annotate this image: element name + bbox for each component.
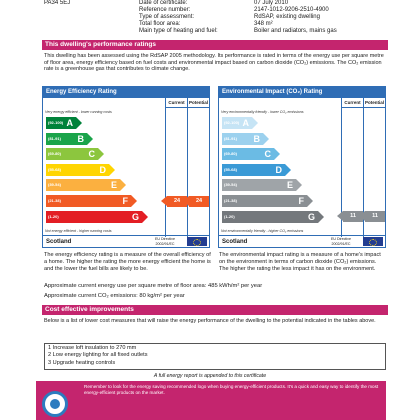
rating-band-d — [46, 164, 109, 176]
top-note: Very environmentally friendly - lower CO₂ emissions — [221, 110, 304, 114]
environmental-impact-panel — [218, 86, 386, 248]
current-column-header: Current — [341, 98, 363, 108]
band-letter: D — [275, 164, 282, 175]
band-point — [87, 133, 93, 145]
environmental-impact-grid — [219, 98, 385, 237]
rating-band-e — [46, 179, 120, 191]
list-item: 3 Upgrade heating controls — [48, 359, 116, 366]
rating-band-e — [222, 179, 296, 191]
fact-row — [139, 21, 384, 28]
band-range: (69-80) — [48, 151, 61, 157]
fact-label: Type of assessment: — [139, 14, 195, 20]
band-point — [98, 148, 104, 160]
bottom-note: Not energy efficient - higher running costs — [45, 229, 112, 233]
band-point — [142, 211, 148, 223]
eu-flag-icon — [363, 237, 383, 246]
environmental-impact-title: Environmental Impact (CO₂) Rating — [219, 87, 385, 98]
rating-band-c — [46, 148, 98, 160]
rating-band-c — [222, 148, 274, 160]
footer-region: Scotland — [46, 239, 72, 245]
fact-label: Total floor area: — [139, 21, 181, 27]
rating-band-f — [46, 195, 131, 207]
fact-row — [139, 14, 384, 21]
band-range: (81-91) — [224, 135, 237, 141]
band-range: (1-20) — [224, 213, 235, 219]
fact-row — [139, 7, 384, 14]
fact-label: Main type of heating and fuel: — [139, 28, 218, 34]
band-range: (21-38) — [224, 198, 237, 203]
band-range: (92-100) — [224, 120, 240, 125]
band-point — [252, 117, 258, 129]
band-letter: D — [99, 164, 106, 175]
fact-label: Reference number: — [139, 7, 191, 13]
band-letter: B — [77, 133, 84, 144]
band-letter: E — [110, 180, 117, 191]
fact-value: Boiler and radiators, mains gas — [254, 28, 337, 34]
band-letter: C — [88, 149, 95, 160]
band-point — [296, 179, 302, 191]
potential-column-header: Potential — [187, 98, 209, 108]
band-range: (69-80) — [224, 151, 237, 157]
current-rating-arrow: 11 — [343, 211, 363, 222]
band-range: (55-68) — [48, 166, 61, 172]
certificate-facts — [139, 0, 384, 35]
band-range: (39-54) — [48, 182, 61, 188]
postcode: PA34 5EJ — [44, 0, 71, 6]
rating-band-g — [46, 211, 142, 223]
energy-saving-banner — [36, 381, 386, 420]
rating-band-d — [222, 164, 285, 176]
rating-band-b — [222, 133, 263, 145]
panel-footer — [43, 235, 209, 247]
fact-value: RdSAP, existing dwelling — [254, 14, 320, 20]
rating-band-g — [222, 211, 318, 223]
fact-value: 348 m² — [254, 21, 273, 27]
fact-value: 2147-1012-9206-2510-4900 — [254, 7, 329, 13]
co2-emissions-metric: Approximate current CO₂ emissions: 80 kg/m² per year — [44, 293, 185, 299]
band-letter: A — [242, 118, 249, 128]
band-point — [307, 195, 313, 207]
column-divider — [165, 108, 166, 237]
rating-band-b — [46, 133, 87, 145]
band-letter: A — [66, 118, 73, 128]
band-letter: C — [264, 149, 271, 160]
band-letter: G — [131, 211, 139, 222]
energy-use-metric: Approximate current energy use per square metre of floor area: 485 kWh/m² per year — [44, 283, 263, 289]
fact-row — [139, 0, 384, 7]
eu-directive-label: EU Directive 2002/91/EC — [331, 237, 351, 246]
eu-directive-label: EU Directive 2002/91/EC — [155, 237, 175, 246]
band-point — [318, 211, 324, 223]
fact-row — [139, 28, 384, 35]
band-letter: B — [253, 133, 260, 144]
band-point — [263, 133, 269, 145]
fact-label: Date of certificate: — [139, 0, 188, 6]
certificate-header — [44, 0, 384, 34]
band-letter: F — [298, 196, 304, 206]
environment-description: The environmental impact rating is a measure of a home's impact on the environment in terms of carbon dioxide (CO₂) emissions. The higher the rating the less impact it has on the environment. — [219, 252, 381, 272]
band-point — [76, 117, 82, 129]
energy-efficiency-panel — [42, 86, 210, 248]
band-letter: F — [122, 196, 128, 206]
full-report-note: A full energy report is appended to this certificate — [153, 373, 267, 379]
improvements-section-title: Cost effective improvements — [42, 305, 388, 315]
bottom-note: Not environmentally friendly - higher CO₂ emissions — [221, 229, 304, 233]
current-column-header: Current — [165, 98, 187, 108]
band-point — [120, 179, 126, 191]
column-divider — [187, 108, 188, 237]
band-point — [274, 148, 280, 160]
band-range: (92-100) — [48, 120, 64, 125]
fact-value: 07 July 2010 — [254, 0, 289, 6]
band-range: (39-54) — [224, 182, 237, 188]
eu-flag-icon — [187, 237, 207, 246]
band-point — [131, 195, 137, 207]
panel-footer — [219, 235, 385, 247]
band-point — [109, 164, 115, 176]
energy-efficiency-grid — [43, 98, 209, 237]
energy-efficiency-title: Energy Efficiency Rating — [43, 87, 209, 98]
list-item: 2 Low energy lighting for all fixed outlets — [48, 352, 148, 359]
potential-rating-arrow: 11 — [365, 211, 385, 222]
banner-message: Remember to look for the energy saving recommended logo when buying energy-efficient products. It's a quick and easy way to identify the most energy-efficient products on the market. — [84, 384, 379, 395]
energy-saving-recommended-logo-icon — [42, 391, 68, 417]
band-point — [285, 164, 291, 176]
current-rating-arrow: 24 — [167, 196, 187, 207]
band-letter: E — [286, 180, 293, 191]
performance-section-title: This dwelling's performance ratings — [42, 40, 388, 50]
improvements-list — [44, 343, 386, 370]
potential-column-header: Potential — [363, 98, 385, 108]
band-letter: G — [307, 211, 315, 222]
improvements-intro: Below is a list of lower cost measures that will raise the energy performance of the dwelling to the potential indicated in the tables above. — [44, 318, 376, 324]
potential-rating-arrow: 24 — [189, 196, 209, 207]
top-note: Very energy efficient - lower running costs — [45, 110, 112, 114]
band-range: (1-20) — [48, 213, 59, 219]
list-item: 1 Increase loft insulation to 270 mm — [48, 345, 137, 351]
band-range: (21-38) — [48, 198, 61, 203]
performance-intro: This dwelling has been assessed using the RdSAP 2005 methodology. Its performance is rated in terms of the energy use per square metre of floor area, energy efficiency based on fuel costs and environmental impact based on carbon dioxide (CO₂) emissions. The CO₂ emission rate is a greenhouse gas that contributes to climate change. — [44, 53, 384, 73]
rating-band-f — [222, 195, 307, 207]
footer-region: Scotland — [222, 239, 248, 245]
rating-band-a — [46, 117, 76, 129]
band-range: (81-91) — [48, 135, 61, 141]
band-range: (55-68) — [224, 166, 237, 172]
rating-band-a — [222, 117, 252, 129]
efficiency-description: The energy efficiency rating is a measure of the overall efficiency of a home. The higher the rating the more energy efficient the home is and the lower the fuel bills are likely to be. — [44, 252, 211, 272]
